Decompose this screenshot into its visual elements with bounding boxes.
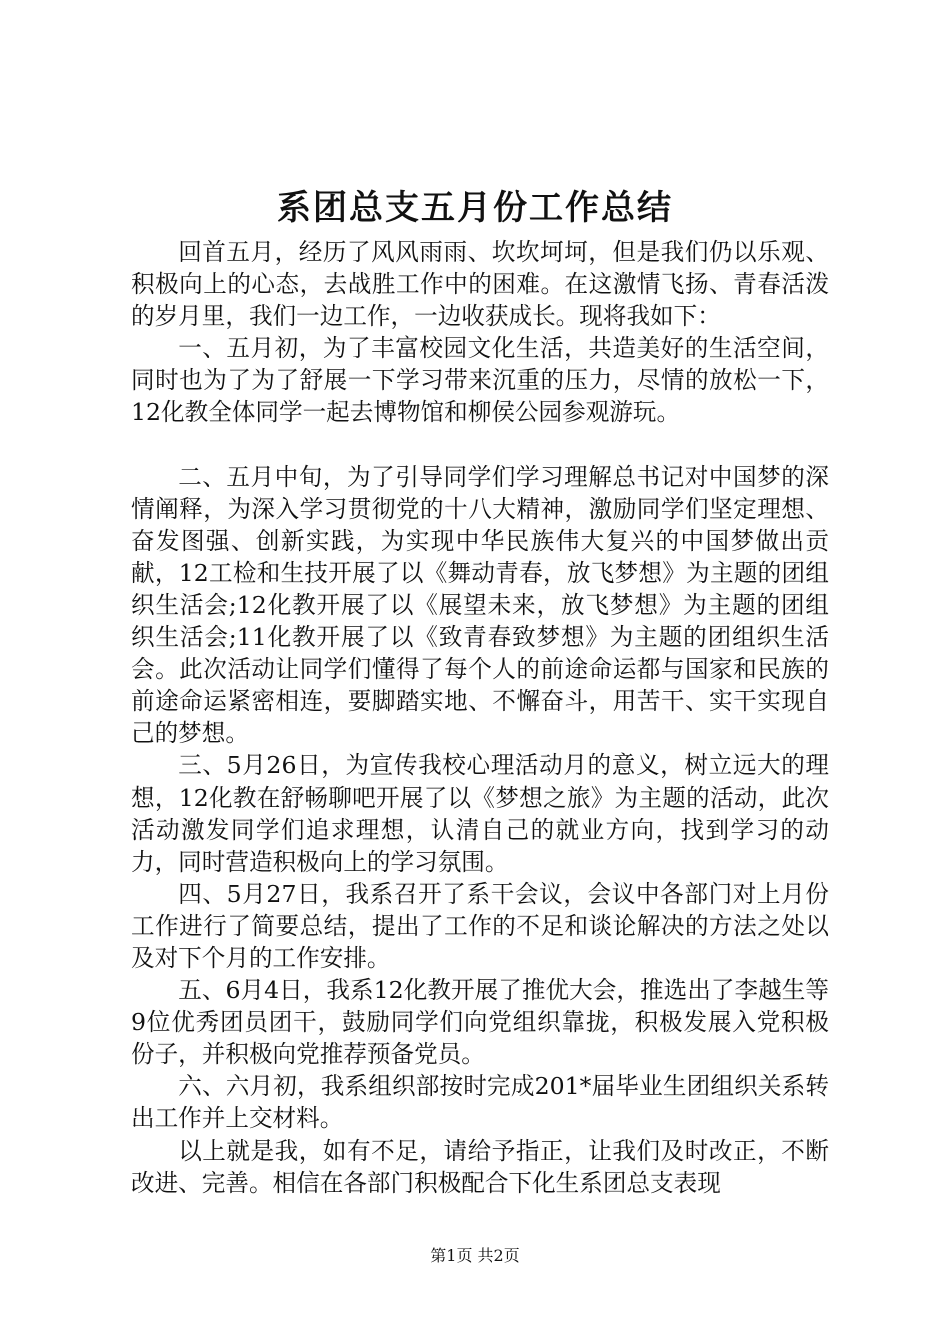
paragraph-closing: 以上就是我，如有不足，请给予指正，让我们及时改正，不断改进、完善。相信在各部门积极配合下化生系团总支表现 bbox=[131, 1136, 829, 1197]
page-number-footer: 第1页 共2页 bbox=[430, 1246, 520, 1265]
paragraph-item-4: 四、5月27日，我系召开了系干会议，会议中各部门对上月份工作进行了简要总结，提出了工作的不足和谈论解决的方法之处以及对下个月的工作安排。 bbox=[131, 879, 829, 972]
paragraph-item-1: 一、五月初，为了丰富校园文化生活，共造美好的生活空间，同时也为了为了舒展一下学习带来沉重的压力，尽情的放松一下，12化教全体同学一起去博物馆和柳侯公园参观游玩。 bbox=[131, 334, 829, 427]
paragraph-spacer bbox=[131, 429, 829, 461]
document-body bbox=[131, 236, 829, 1199]
document-title: 系团总支五月份工作总结 bbox=[277, 188, 673, 228]
paragraph-intro: 回首五月，经历了风风雨雨、坎坎坷坷，但是我们仍以乐观、积极向上的心态，去战胜工作中的困难。在这激情飞扬、青春活泼的岁月里，我们一边工作，一边收获成长。现将我如下： bbox=[131, 238, 829, 331]
paragraph-item-3: 三、5月26日，为宣传我校心理活动月的意义，树立远大的理想，12化教在舒畅聊吧开展了以《梦想之旅》为主题的活动，此次活动激发同学们追求理想，认清自己的就业方向，找到学习的动力，同时营造积极向上的学习氛围。 bbox=[131, 751, 829, 876]
paragraph-item-2: 二、五月中旬，为了引导同学们学习理解总书记对中国梦的深情阐释，为深入学习贯彻党的十八大精神，激励同学们坚定理想、奋发图强、创新实践，为实现中华民族伟大复兴的中国梦做出贡献，12工检和生技开展了以《舞动青春，放飞梦想》为主题的团组织生活会;12化教开展了以《展望未来，放飞梦想》为主题的团组织生活会;11化教开展了以《致青春致梦想》为主题的团组织生活会。此次活动让同学们懂得了每个人的前途命运都与国家和民族的前途命运紧密相连，要脚踏实地、不懈奋斗，用苦干、实干实现自己的梦想。 bbox=[131, 462, 829, 748]
paragraph-item-5: 五、6月4日，我系12化教开展了推优大会，推选出了李越生等9位优秀团员团干，鼓励同学们向党组织靠拢，积极发展入党积极份子，并积极向党推荐预备党员。 bbox=[131, 976, 829, 1069]
paragraph-item-6: 六、六月初，我系组织部按时完成201*届毕业生团组织关系转出工作并上交材料。 bbox=[131, 1072, 829, 1133]
